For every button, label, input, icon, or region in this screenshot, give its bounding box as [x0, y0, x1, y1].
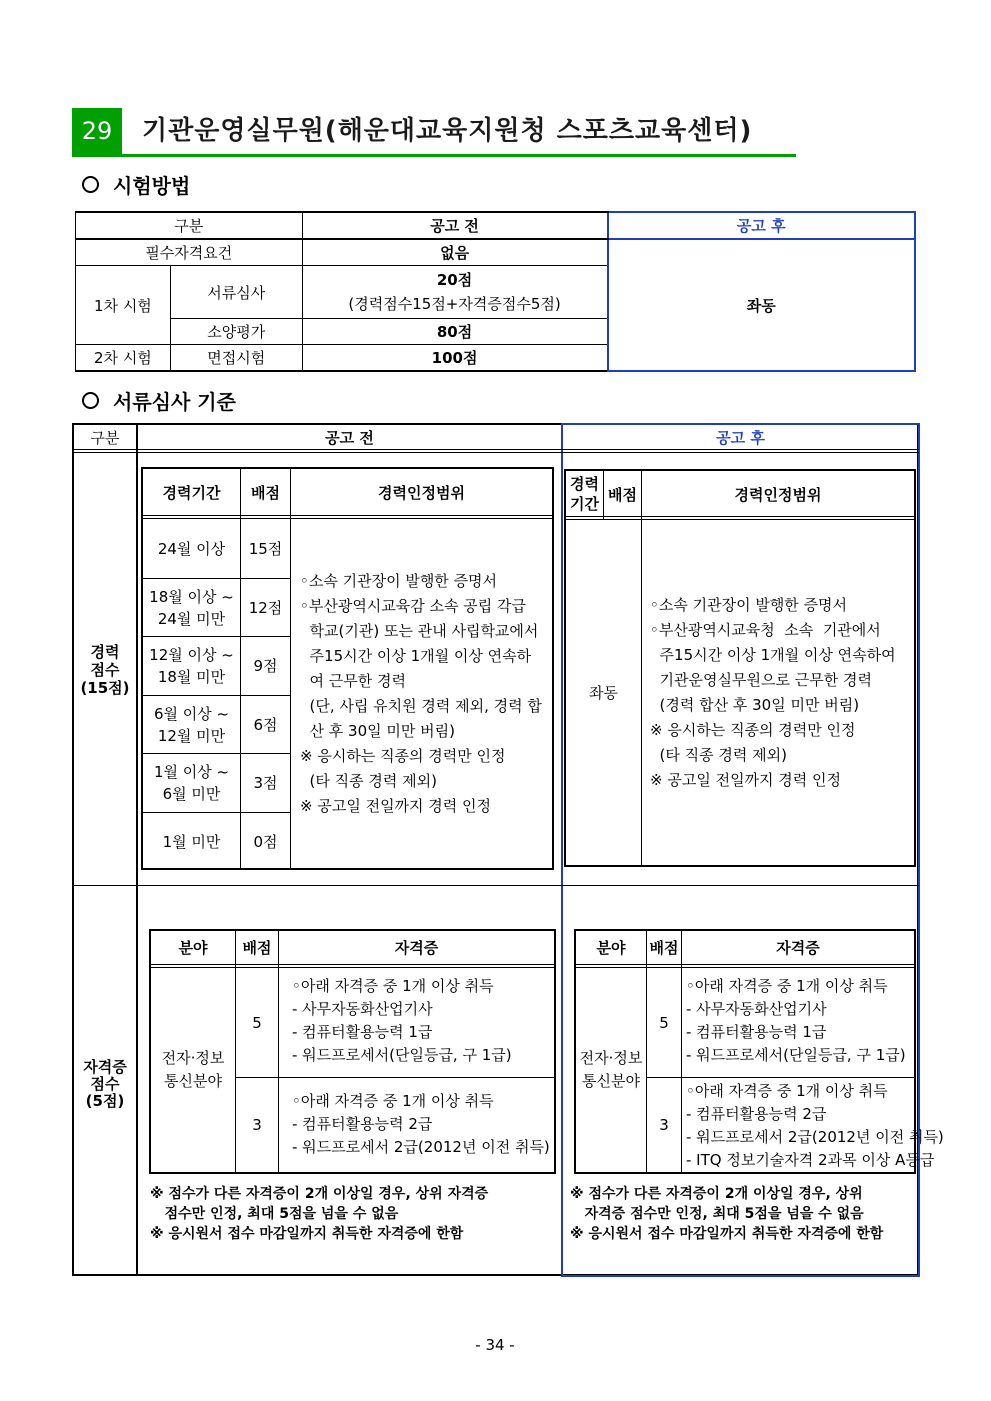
- career-period-line: 6월 미만: [162, 784, 221, 803]
- career-period-line: 18월 미만: [157, 667, 226, 686]
- cert-label-line: (5점): [85, 1091, 125, 1110]
- divider: [72, 885, 919, 886]
- cert-field-line: 통신분야: [582, 1072, 640, 1090]
- cert-line: - 워드프로세서(단일등급, 구 1급): [686, 1046, 906, 1064]
- cert-line: ◦아래 자격증 중 1개 이상 취득: [292, 977, 494, 995]
- range-line: ※ 공고일 전일까지 경력 인정: [650, 771, 842, 789]
- career-period: [143, 578, 240, 637]
- range-line: 주15시간 이상 1개월 이상 연속하: [300, 647, 532, 665]
- cert-line: - ITQ 정보기술자격 2과목 이상 A등급: [686, 1151, 935, 1169]
- header-after: 공고 후: [716, 428, 765, 447]
- cert-before-notes: [150, 1184, 488, 1244]
- career-score: 12점: [248, 599, 283, 617]
- page-title: 기관운영실무원(해운대교육지원청 스포츠교육센터): [142, 116, 753, 146]
- after-header-period-line: 기간: [570, 495, 599, 513]
- cert-label-line: 점수: [90, 1074, 120, 1093]
- career-period: [143, 636, 240, 695]
- header-category: 구분: [76, 212, 303, 239]
- cert-line: - 워드프로세서 2급(2012년 이전 취득): [292, 1138, 550, 1156]
- page-number: - 34 -: [475, 1336, 515, 1354]
- range-line: 주15시간 이상 1개월 이상 연속하여: [650, 646, 896, 664]
- range-line: ◦부산광역시교육청 소속 기관에서: [650, 621, 881, 639]
- range-line: (단, 사립 유치원 경력 제외, 경력 합: [300, 697, 542, 715]
- after-cert-score-3: 3: [659, 1116, 669, 1134]
- aptitude-score: 80점: [302, 319, 607, 345]
- divider: [235, 1077, 556, 1078]
- career-label-line: 경력: [90, 643, 120, 661]
- header-score: 배점: [251, 483, 280, 502]
- circle-bullet-icon: [82, 176, 99, 193]
- cert-score-5: 5: [252, 1013, 262, 1032]
- career-period: [143, 519, 240, 578]
- cert-line: - 컴퓨터활용능력 2급: [686, 1105, 827, 1123]
- document-detail: (경력점수15점+자격증점수5점): [348, 295, 561, 313]
- career-score: 3점: [253, 774, 278, 792]
- document-review-score: [302, 266, 607, 319]
- career-period-line: 1월 미만: [162, 832, 221, 851]
- divider: [136, 423, 138, 1276]
- cert-after-row2: [686, 1080, 944, 1172]
- divider: [72, 449, 919, 450]
- divider: [72, 452, 919, 453]
- second-exam-label: 2차 시험: [76, 345, 171, 372]
- section-heading-document-criteria: [82, 386, 236, 415]
- career-period: [143, 753, 240, 812]
- cert-field-line: 전자·정보: [161, 1049, 225, 1067]
- divider: [646, 1077, 916, 1078]
- document-score: 20점: [436, 271, 473, 289]
- career-after-range: [650, 593, 896, 793]
- range-line: ◦소속 기관장이 발행한 증명서: [300, 572, 498, 590]
- header-cert: 자격증: [394, 939, 439, 957]
- after-header-period-line: 경력: [570, 475, 599, 493]
- cert-field-line: 통신분야: [164, 1072, 222, 1090]
- requirement-label: 필수자격요건: [76, 239, 303, 266]
- section-heading-text: 서류심사 기준: [113, 390, 236, 414]
- circle-bullet-icon: [82, 392, 99, 409]
- cert-after-notes: [570, 1184, 883, 1244]
- range-line: (경력 합산 후 30일 미만 버림): [650, 696, 860, 714]
- after-header-range: 경력인정범위: [734, 485, 822, 504]
- career-period-line: 24월 이상: [157, 539, 226, 558]
- cert-line: ◦아래 자격증 중 1개 이상 취득: [686, 1082, 888, 1100]
- after-header-score: 배점: [608, 485, 637, 504]
- range-line: ※ 공고일 전일까지 경력 인정: [300, 797, 492, 815]
- cert-line: - 컴퓨터활용능력 1급: [292, 1023, 433, 1041]
- note-line: ※ 점수가 다른 자격증이 2개 이상일 경우, 상위 자격증: [150, 1186, 489, 1202]
- range-line: ◦부산광역시교육감 소속 공립 각급: [300, 597, 527, 615]
- interview-score: 100점: [302, 345, 607, 372]
- header-period: 경력기간: [162, 483, 221, 502]
- cert-line: - 사무자동화산업기사: [292, 1000, 433, 1018]
- career-score: 15점: [248, 540, 283, 558]
- career-period-line: 1월 이상 ~: [153, 762, 230, 781]
- range-line: (타 직종 경력 제외): [300, 772, 437, 790]
- cert-score-label: [74, 1056, 136, 1112]
- header-field: 분야: [178, 939, 208, 957]
- section-heading-text: 시험방법: [113, 174, 191, 198]
- first-exam-label: 1차 시험: [76, 266, 171, 345]
- cert-line: - 사무자동화산업기사: [686, 1000, 827, 1018]
- after-value: 좌동: [608, 239, 915, 371]
- note-line: ※ 점수가 다른 자격증이 2개 이상일 경우, 상위: [570, 1186, 863, 1202]
- divider: [141, 515, 554, 516]
- career-period-line: 24월 미만: [157, 609, 226, 628]
- cert-line: ◦아래 자격증 중 1개 이상 취득: [686, 977, 888, 995]
- after-header-field: 분야: [596, 939, 626, 957]
- interview-label: 면접시험: [170, 345, 302, 372]
- career-label-line: 점수: [90, 661, 120, 679]
- career-period-line: 12월 미만: [157, 726, 226, 745]
- career-label-line: (15점): [80, 679, 130, 697]
- divider: [149, 964, 556, 965]
- range-line: 산 후 30일 미만 버림): [300, 722, 455, 740]
- after-header-cert: 자격증: [776, 939, 820, 957]
- cert-score-3: 3: [252, 1116, 262, 1134]
- cert-after-row1: [686, 975, 914, 1067]
- exam-method-table: [75, 211, 916, 372]
- note-line: ※ 응시원서 접수 마감일까지 취득한 자격증에 한함: [570, 1226, 884, 1242]
- cert-line: - 워드프로세서 2급(2012년 이전 취득): [686, 1128, 944, 1146]
- career-score: 9점: [253, 657, 278, 675]
- range-line: 학교(기관) 또는 관내 사립학교에서: [300, 622, 539, 640]
- aptitude-label: 소양평가: [170, 319, 302, 345]
- range-line: 여 근무한 경력: [300, 672, 407, 690]
- divider: [641, 469, 642, 867]
- range-line: (타 직종 경력 제외): [650, 746, 787, 764]
- after-cert-field: [576, 968, 646, 1172]
- after-header-score: 배점: [649, 939, 679, 957]
- cert-field: [151, 968, 235, 1172]
- divider: [681, 929, 682, 1174]
- document-review-label: 서류심사: [170, 266, 302, 319]
- divider: [574, 964, 916, 965]
- range-line: 기관운영실무원으로 근무한 경력: [650, 671, 872, 689]
- header-after: 공고 후: [608, 212, 915, 239]
- cert-line: ◦아래 자격증 중 1개 이상 취득: [292, 1092, 494, 1110]
- career-period-line: 6월 이상 ~: [153, 704, 230, 723]
- career-period: [143, 812, 240, 871]
- career-score-label: [74, 640, 136, 700]
- range-line: ※ 응시하는 직종의 경력만 인정: [300, 747, 506, 765]
- header-category: 구분: [90, 428, 120, 447]
- after-cert-score-5: 5: [659, 1013, 669, 1032]
- title-underline: [72, 154, 796, 157]
- divider: [290, 467, 291, 870]
- cert-before-row1: [292, 975, 512, 1067]
- range-line: ◦소속 기관장이 발행한 증명서: [650, 596, 848, 614]
- cert-field-line: 전자·정보: [579, 1049, 643, 1067]
- career-score: 0점: [253, 833, 278, 851]
- note-line: ※ 응시원서 접수 마감일까지 취득한 자격증에 한함: [150, 1226, 464, 1242]
- header-range: 경력인정범위: [378, 483, 465, 502]
- cert-before-row2: [292, 1090, 550, 1159]
- header-score: 배점: [242, 939, 272, 957]
- career-before-range: [300, 569, 542, 819]
- cert-line: - 컴퓨터활용능력 1급: [686, 1023, 827, 1041]
- career-period: [143, 695, 240, 754]
- note-line: 자격증 점수만 인정, 최대 5점을 넘을 수 없음: [570, 1206, 864, 1222]
- cert-line: - 워드프로세서(단일등급, 구 1급): [292, 1046, 512, 1064]
- note-line: 점수만 인정, 최대 5점을 넘을 수 없음: [150, 1206, 399, 1222]
- after-period-score: 좌동: [589, 684, 618, 702]
- requirement-value: 없음: [302, 239, 607, 266]
- career-period-line: 12월 이상 ~: [149, 645, 234, 664]
- section-number-badge: 29: [72, 108, 122, 154]
- range-line: ※ 응시하는 직종의 경력만 인정: [650, 721, 856, 739]
- cert-line: - 컴퓨터활용능력 2급: [292, 1115, 433, 1133]
- divider: [278, 929, 279, 1174]
- header-before: 공고 전: [325, 428, 374, 447]
- header-before: 공고 전: [302, 212, 607, 239]
- after-header-period: [566, 471, 603, 517]
- section-heading-exam-method: [82, 170, 190, 199]
- career-score: 6점: [253, 716, 278, 734]
- career-period-line: 18월 이상 ~: [149, 587, 234, 606]
- cert-label-line: 자격증: [83, 1057, 127, 1076]
